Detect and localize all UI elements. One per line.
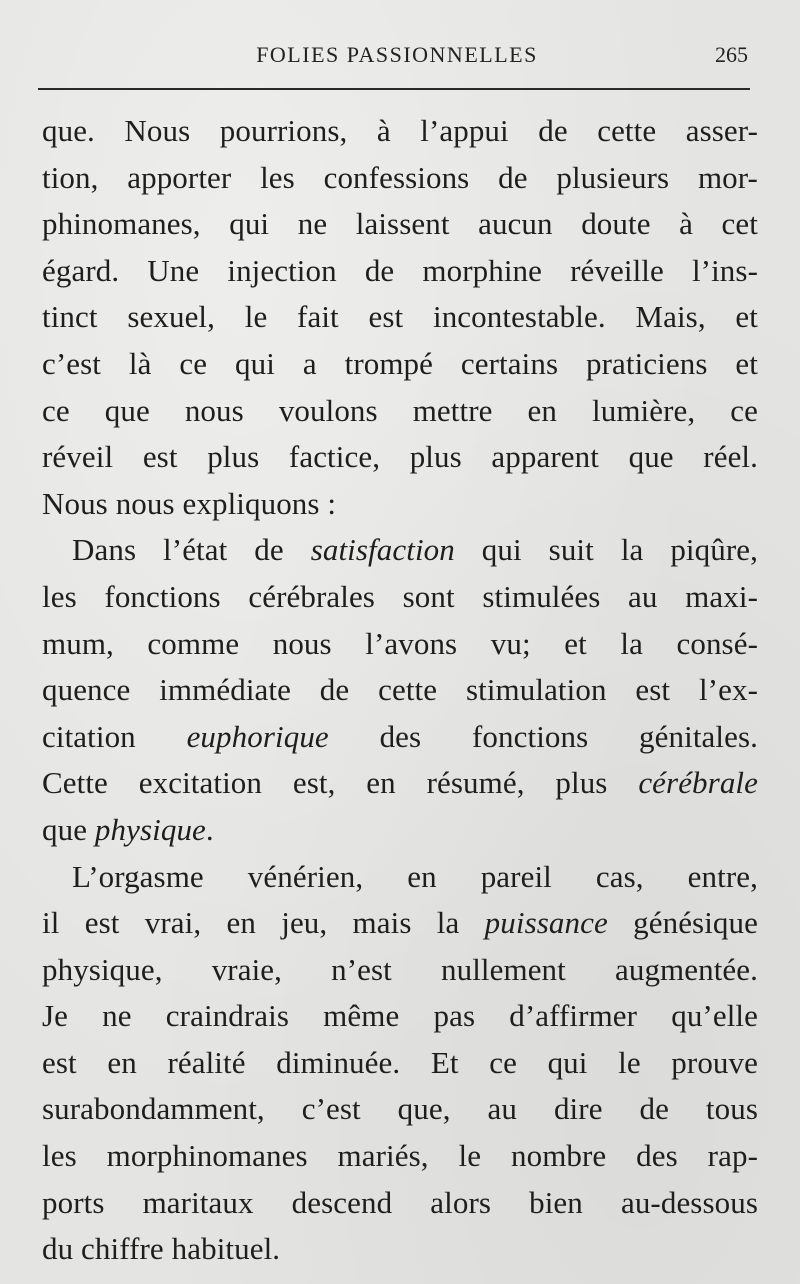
- text-segment: physique, vraie, n’est nullement augmentée.: [42, 951, 758, 987]
- text-line: [42, 248, 758, 295]
- text-line: [42, 947, 758, 994]
- text-segment: surabondamment, c’est que, au dire de tous: [42, 1091, 758, 1127]
- text-line: [42, 621, 758, 668]
- text-segment: Nous nous expliquons :: [42, 485, 337, 521]
- body-text: [42, 108, 758, 1273]
- text-line: [42, 1040, 758, 1087]
- text-line: [42, 667, 758, 714]
- text-segment: il est vrai, en jeu, mais la: [42, 905, 485, 941]
- text-segment: les fonctions cérébrales sont stimulées au maxi-: [42, 578, 758, 614]
- text-segment: tinct sexuel, le fait est incontestable. Mais, et: [42, 299, 758, 335]
- text-segment: L’orgasme vénérien, en pareil cas, entre,: [72, 858, 758, 894]
- text-line: [42, 1180, 758, 1227]
- text-line: [42, 760, 758, 807]
- text-line: [42, 388, 758, 435]
- text-segment: quence immédiate de cette stimulation est l’ex-: [42, 672, 758, 708]
- italic-text: satisfaction: [310, 532, 455, 568]
- text-segment: que: [42, 811, 95, 847]
- text-segment: génésique: [607, 905, 758, 941]
- text-segment: Cette excitation est, en résumé, plus: [42, 765, 639, 801]
- text-line: [42, 294, 758, 341]
- text-line: [42, 155, 758, 202]
- text-segment: .: [205, 811, 214, 847]
- italic-text: puissance: [484, 905, 608, 941]
- text-segment: égard. Une injection de morphine réveille l’ins-: [42, 252, 758, 288]
- running-head: [38, 38, 756, 78]
- page-number: 265: [715, 42, 748, 67]
- running-title: FOLIES PASSIONNELLES: [256, 42, 538, 67]
- italic-text: cérébrale: [638, 765, 758, 801]
- text-line: [42, 1133, 758, 1180]
- text-segment: phinomanes, qui ne laissent aucun doute à cet: [42, 206, 758, 242]
- text-line: [42, 807, 758, 854]
- text-line: [42, 993, 758, 1040]
- text-line: [42, 1226, 758, 1273]
- text-segment: les morphinomanes mariés, le nombre des rap-: [42, 1138, 758, 1174]
- text-line: [42, 900, 758, 947]
- text-segment: tion, apporter les confessions de plusieurs mor-: [42, 159, 758, 195]
- text-segment: du chiffre habituel.: [42, 1231, 281, 1267]
- text-segment: ce que nous voulons mettre en lumière, ce: [42, 392, 758, 428]
- text-line: [42, 201, 758, 248]
- text-line: [42, 1086, 758, 1133]
- text-line: [42, 527, 758, 574]
- text-line: [42, 481, 758, 528]
- text-segment: que. Nous pourrions, à l’appui de cette asser-: [42, 113, 758, 148]
- text-segment: Je ne craindrais même pas d’affirmer qu’elle: [42, 998, 758, 1034]
- italic-text: physique: [94, 811, 206, 847]
- text-line: [42, 341, 758, 388]
- text-segment: est en réalité diminuée. Et ce qui le prouve: [42, 1044, 758, 1080]
- text-line: [42, 854, 758, 901]
- header-rule: [38, 88, 750, 90]
- text-segment: c’est là ce qui a trompé certains praticiens et: [42, 345, 758, 381]
- text-segment: Dans l’état de: [72, 532, 311, 568]
- text-segment: des fonctions génitales.: [328, 718, 758, 754]
- text-line: [42, 434, 758, 481]
- text-line: [42, 714, 758, 761]
- text-segment: citation: [42, 718, 187, 754]
- text-line: [42, 574, 758, 621]
- italic-text: euphorique: [186, 718, 329, 754]
- text-segment: ports maritaux descend alors bien au-dessous: [42, 1184, 758, 1220]
- text-segment: mum, comme nous l’avons vu; et la consé-: [42, 625, 758, 661]
- text-segment: réveil est plus factice, plus apparent que réel.: [42, 439, 758, 475]
- text-line: [42, 108, 758, 155]
- text-segment: qui suit la piqûre,: [454, 532, 758, 568]
